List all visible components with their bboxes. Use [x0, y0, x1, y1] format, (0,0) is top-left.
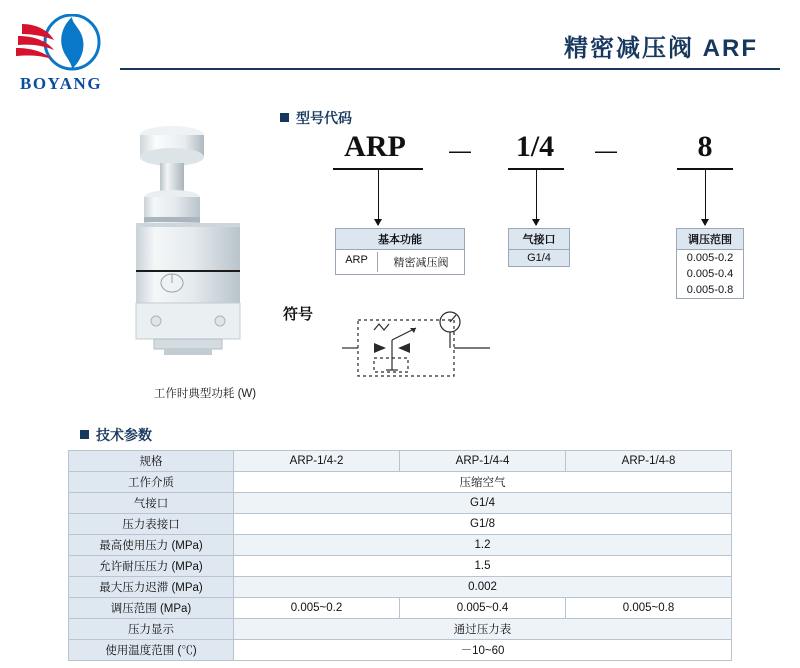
spec-label: 压力显示: [69, 619, 234, 640]
code-segment-range: 8: [697, 130, 713, 163]
spec-heading: 技术参数: [80, 425, 152, 445]
logo-text: BOYANG: [20, 74, 103, 93]
table-row: [69, 598, 732, 619]
legend-row: G1/4: [509, 250, 569, 266]
page-title: 精密减压阀 ARF: [564, 35, 758, 62]
spec-value: 0.002: [234, 577, 732, 598]
legend-row: 0.005-0.8: [686, 284, 734, 296]
square-bullet-icon: [280, 113, 289, 122]
spec-value: 0.005~0.4: [400, 598, 566, 619]
spec-label: 气接口: [69, 493, 234, 514]
legend-row: 0.005-0.2: [686, 252, 734, 264]
square-bullet-icon: [80, 430, 89, 439]
spec-col-header: 规格: [69, 451, 234, 472]
table-row: [69, 535, 732, 556]
code-segment-port: 1/4: [515, 130, 555, 163]
logo: [14, 14, 124, 96]
page-header: [0, 0, 800, 100]
code-dash-1: —: [449, 138, 471, 163]
spec-value: 0.005~0.8: [566, 598, 732, 619]
table-row: [69, 577, 732, 598]
table-row: [69, 640, 732, 661]
symbol-heading: 符号: [283, 306, 314, 323]
legend-desc: 精密减压阀: [393, 257, 449, 269]
table-row: [69, 472, 732, 493]
spec-label: 最大压力迟滞 (MPa): [69, 577, 234, 598]
code-segment-function: ARP: [344, 130, 406, 163]
spec-col-header: ARP-1/4-2: [234, 451, 400, 472]
spec-value: 压缩空气: [234, 472, 732, 493]
spec-label: 调压范围 (MPa): [69, 598, 234, 619]
legend-title: 气接口: [509, 229, 569, 250]
spec-label: 允许耐压压力 (MPa): [69, 556, 234, 577]
precision-regulator-photo-icon: [110, 105, 280, 375]
spec-col-header: ARP-1/4-8: [566, 451, 732, 472]
legend-air-port: [508, 228, 570, 267]
spec-value: －10~60: [234, 640, 732, 661]
legend-title: 调压范围: [677, 229, 743, 250]
boyang-wave-logo-icon: [14, 14, 124, 72]
spec-table: [68, 450, 732, 661]
legend-row: 0.005-0.4: [686, 268, 734, 280]
product-caption: 工作时典型功耗 (W): [153, 388, 257, 400]
model-code-heading: 型号代码: [280, 108, 352, 128]
table-row: [69, 619, 732, 640]
table-row: [69, 556, 732, 577]
spec-col-header: ARP-1/4-4: [400, 451, 566, 472]
spec-value: 1.5: [234, 556, 732, 577]
legend-title: 基本功能: [336, 229, 464, 250]
arrow-range: [705, 170, 706, 225]
table-row: [69, 514, 732, 535]
symbol-diagram: [340, 300, 510, 390]
spec-label: 工作介质: [69, 472, 234, 493]
spec-value: 1.2: [234, 535, 732, 556]
pneumatic-regulator-symbol-icon: [340, 300, 510, 390]
table-row: [69, 451, 732, 472]
code-dash-2: —: [595, 138, 617, 163]
spec-value: G1/8: [234, 514, 732, 535]
legend-pressure-range: [676, 228, 744, 299]
spec-label: 最高使用压力 (MPa): [69, 535, 234, 556]
legend-row: [336, 250, 464, 274]
table-row: [69, 493, 732, 514]
spec-value: G1/4: [234, 493, 732, 514]
legend-basic-function: [335, 228, 465, 275]
product-image: [110, 105, 280, 375]
spec-value: 0.005~0.2: [234, 598, 400, 619]
header-divider: [120, 68, 780, 70]
arrow-function: [378, 170, 379, 225]
spec-label: 使用温度范围 (℃): [69, 640, 234, 661]
spec-label: 压力表接口: [69, 514, 234, 535]
legend-code: ARP: [336, 252, 378, 272]
arrow-port: [536, 170, 537, 225]
spec-value: 通过压力表: [234, 619, 732, 640]
